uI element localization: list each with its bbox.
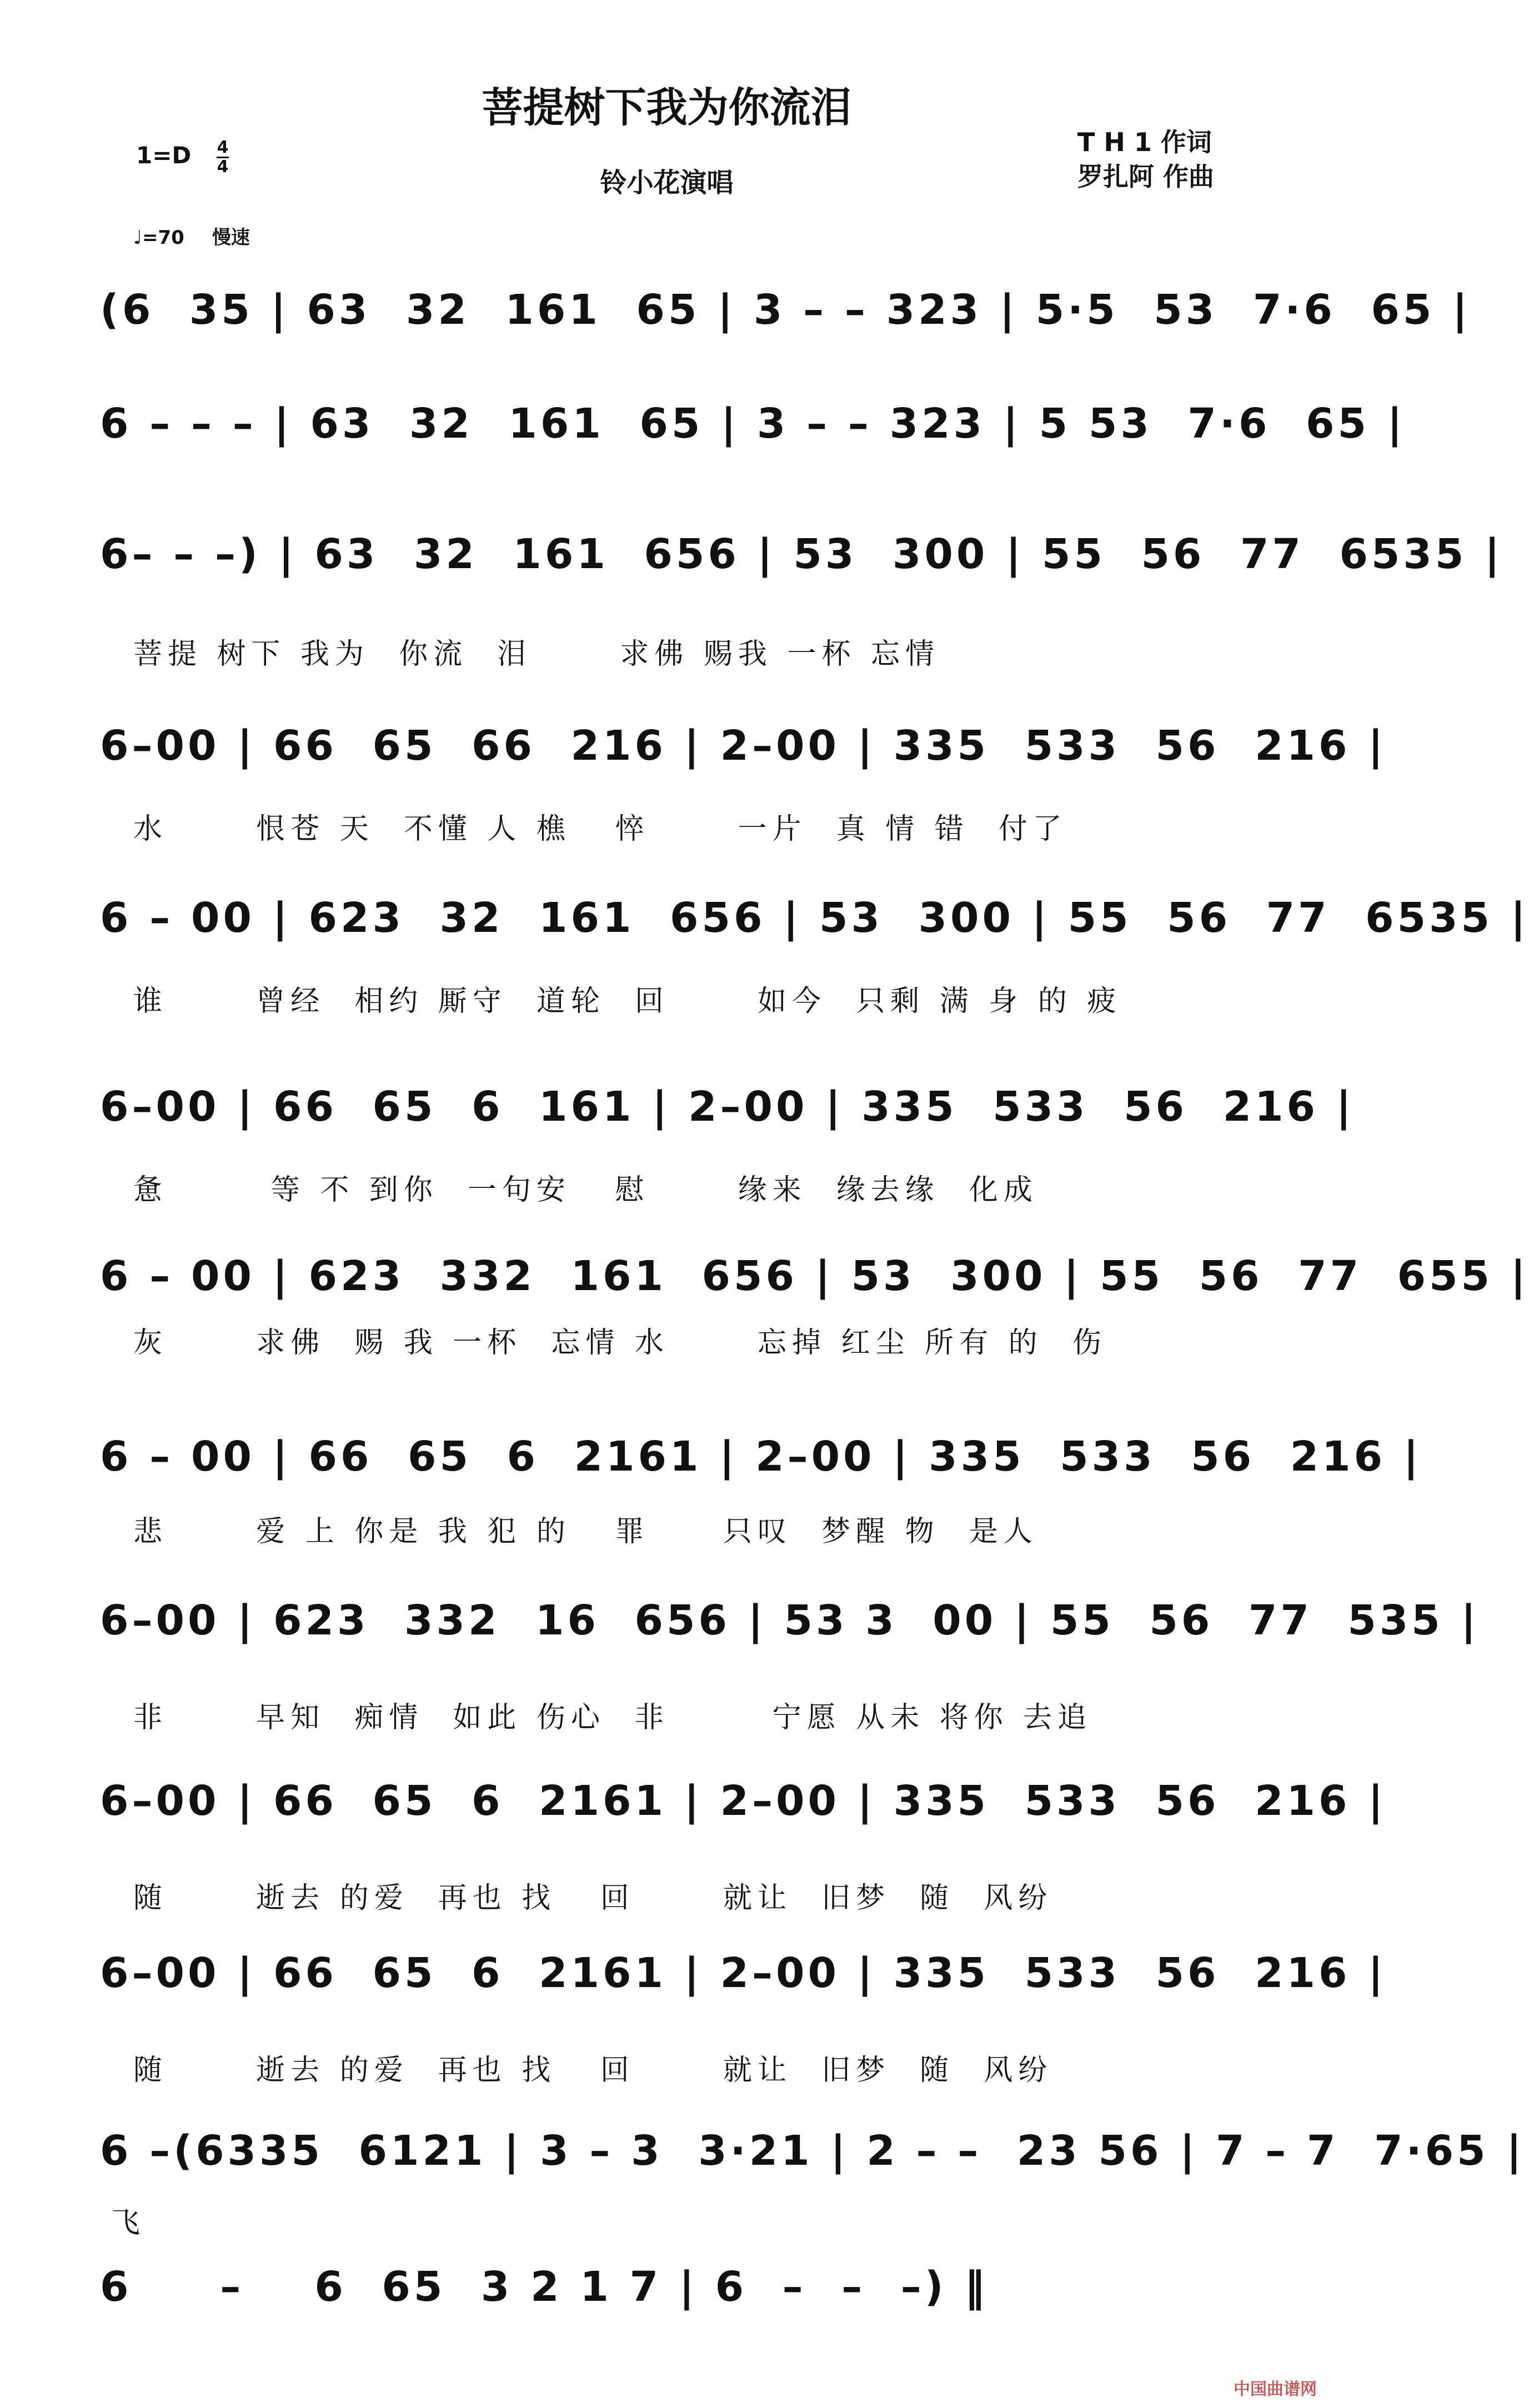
notes-line: (6 35 | 63 32 161 65 | 3 – – 323 | 5·5 53 7·6 65 |	[100, 286, 1471, 334]
tempo-marking	[133, 222, 250, 249]
lyrics-line: 随 逝去 的爱 再也 找 回 就让 旧梦 随 风纷	[133, 1882, 1053, 1915]
time-signature-bottom: 4	[217, 157, 229, 177]
score-row-7	[100, 1252, 1529, 1391]
lyrics-line: 水 恨苍 天 不懂 人 樵 悴 一片 真 情 错 付了	[133, 812, 1067, 846]
lyrics-line: 悲 爱 上 你是 我 犯 的 罪 只叹 梦醒 物 是人	[133, 1515, 1038, 1548]
notes-line: 6 – 00 | 66 65 6 2161 | 2–00 | 335 533 56 216 |	[100, 1433, 1422, 1481]
notes-line: 6– – –) | 63 32 161 656 | 53 300 | 55 56 77 6535 |	[100, 530, 1503, 578]
lyrics-line: 菩提 树下 我为 你流 泪 求佛 赐我 一杯 忘情	[133, 638, 940, 671]
notes-line: 6 – – – | 63 32 161 65 | 3 – – 323 | 5 53 7·6 65 |	[100, 400, 1406, 448]
lyrics-line: 惫 等 不 到你 一句安 慰 缘来 缘去缘 化成	[133, 1173, 1038, 1207]
score-row-6	[100, 1083, 1355, 1222]
time-signature-top: 4	[217, 138, 229, 157]
notes-line: 6 – 00 | 623 32 161 656 | 53 300 | 55 56 77 6535 |	[100, 894, 1529, 942]
score-row-4	[100, 722, 1387, 861]
watermark-logo: 中国曲谱网	[1234, 2380, 1317, 2399]
tempo-speed: 慢速	[212, 227, 250, 249]
notes-line: 6 –(6335 6121 | 3 – 3 3·21 | 2 – – 23 56 | 7 – 7 7·65 |	[100, 2127, 1525, 2175]
notes-line: 6 – 6 65 3 2 1 7 | 6 – – –) ‖	[100, 2263, 989, 2311]
score-row-5	[100, 894, 1529, 1033]
score-row-2	[100, 400, 1406, 461]
key-signature: 1=D	[136, 142, 192, 169]
author-credits	[1077, 125, 1214, 194]
notes-line: 6–00 | 623 332 16 656 | 53 3 00 | 55 56 77 535 |	[100, 1597, 1480, 1644]
singer-credit: 铃小花演唱	[600, 167, 734, 198]
lyrics-line: 飞	[111, 2206, 146, 2240]
score-row-8	[100, 1433, 1422, 1572]
score-row-12	[100, 2127, 1525, 2240]
notes-line: 6–00 | 66 65 6 2161 | 2–00 | 335 533 56 216 |	[100, 1949, 1387, 1997]
lyrics-line: 灰 求佛 赐 我 一杯 忘情 水 忘掉 红尘 所有 的 伤	[133, 1326, 1107, 1359]
score-row-9	[100, 1597, 1480, 1735]
notes-line: 6 – 00 | 623 332 161 656 | 53 300 | 55 56 77 655 |	[100, 1252, 1529, 1300]
notes-line: 6–00 | 66 65 6 161 | 2–00 | 335 533 56 216 |	[100, 1083, 1355, 1131]
score-title: 菩提树下我为你流泪	[482, 84, 852, 132]
score-row-3	[100, 530, 1503, 671]
notes-line: 6–00 | 66 65 66 216 | 2–00 | 335 533 56 216 |	[100, 722, 1387, 770]
score-row-13	[100, 2263, 1244, 2341]
lyricist-credit: T H 1 作词	[1077, 127, 1212, 157]
lyrics-line: 谁 曾经 相约 厮守 道轮 回 如今 只剩 满 身 的 疲	[133, 985, 1122, 1018]
score-row-1	[100, 286, 1471, 347]
lyrics-line: 随 逝去 的爱 再也 找 回 就让 旧梦 随 风纷	[133, 2054, 1053, 2087]
score-row-11	[100, 1949, 1387, 2088]
composer-credit: 罗扎阿 作曲	[1077, 162, 1215, 192]
tempo-value: ♩=70	[133, 227, 184, 249]
notes-line: 6–00 | 66 65 6 2161 | 2–00 | 335 533 56 216 |	[100, 1777, 1387, 1825]
score-row-10	[100, 1777, 1387, 1916]
lyrics-line: 非 早知 痴情 如此 伤心 非 宁愿 从未 将你 去追	[133, 1701, 1092, 1734]
